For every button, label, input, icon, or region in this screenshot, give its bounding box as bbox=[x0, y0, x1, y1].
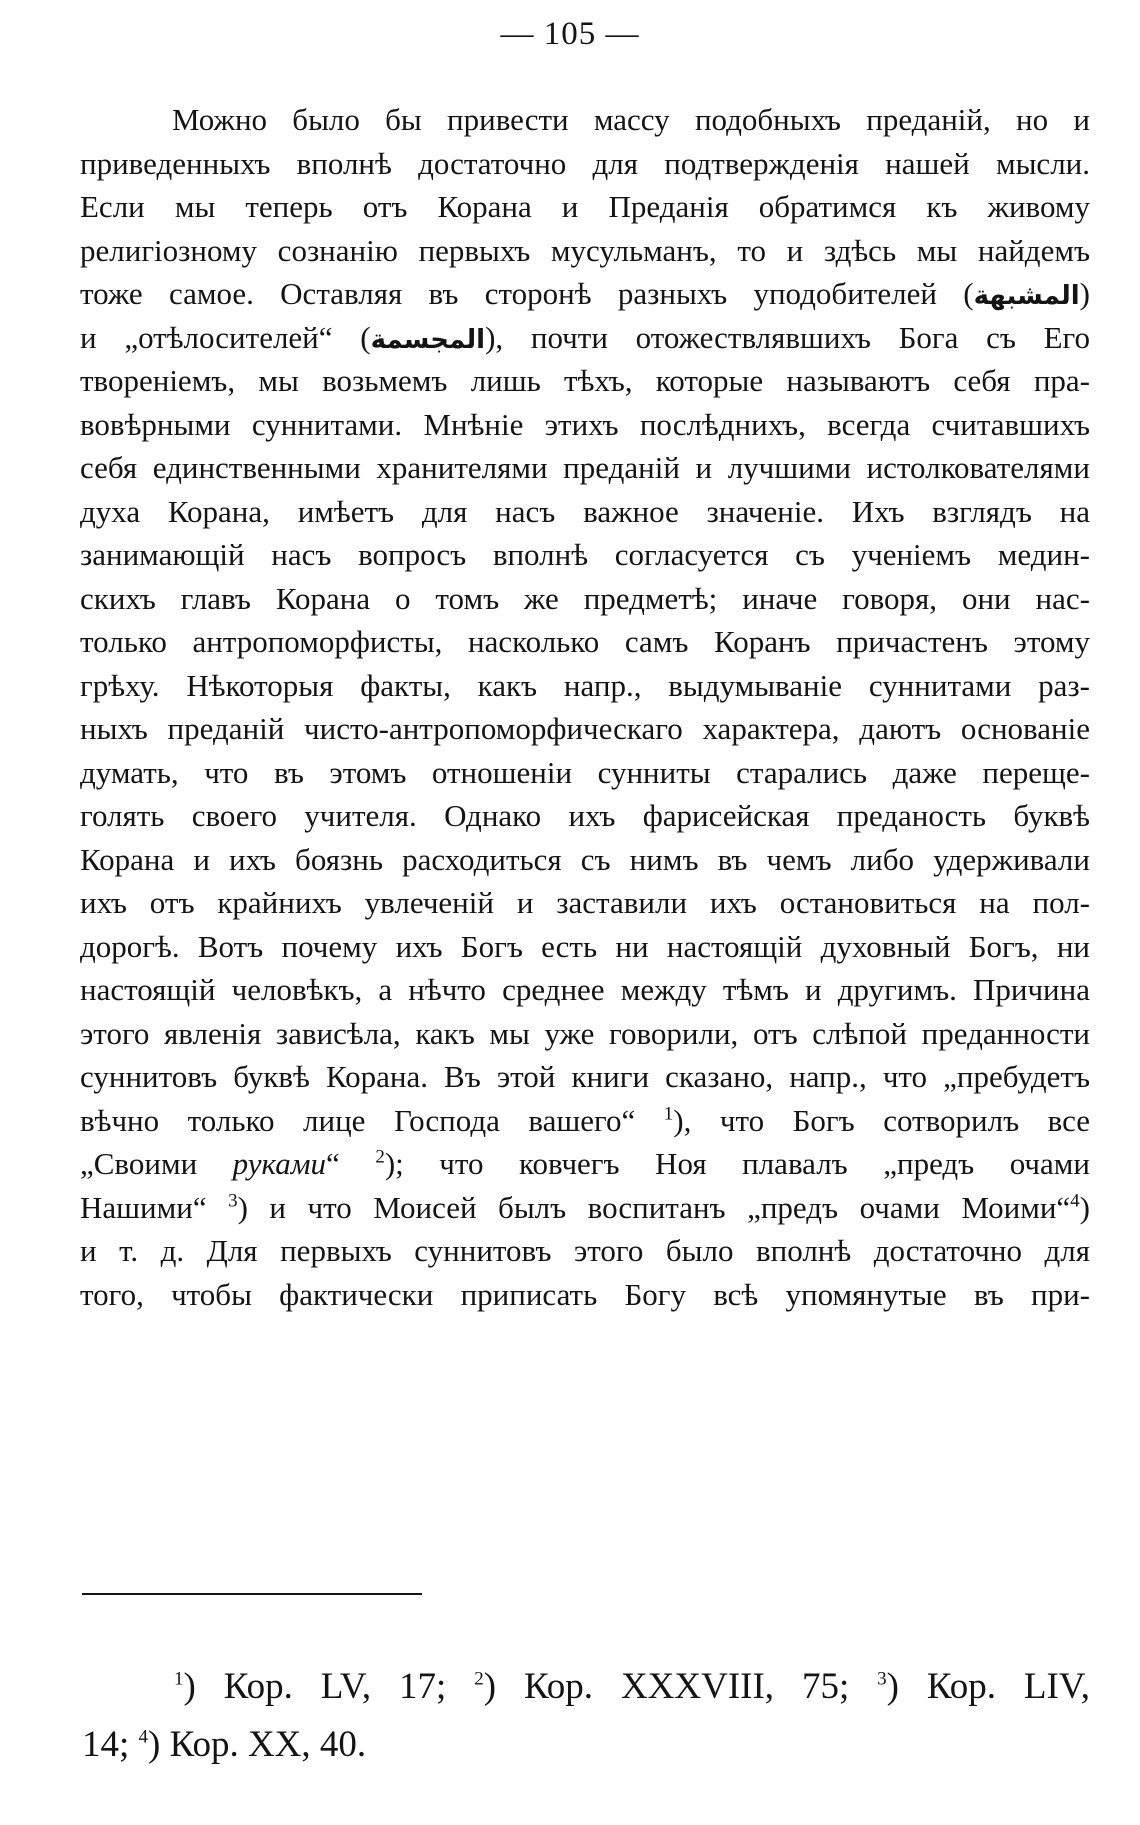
text-line: того, чтобы фактически приписать Богу всѣ упомянутые въ при- bbox=[80, 1276, 1090, 1312]
text-line: суннитовъ буквѣ Корана. Въ этой книги сказано, напр., что „пребудетъ bbox=[80, 1059, 1090, 1094]
text-line: Корана и ихъ боязнь расходиться съ нимъ въ чемъ либо удерживали bbox=[80, 841, 1090, 877]
text-line: дорогѣ. Вотъ почему ихъ Богъ есть ни настоящій духовный Богъ, ни bbox=[80, 928, 1090, 964]
text-line bbox=[80, 1099, 1090, 1143]
text-line: думать, что въ этомъ отношеніи сунниты старались даже перещe- bbox=[80, 754, 1090, 790]
text-line: грѣху. Нѣкоторыя факты, какъ напр., выдумываніе суннитами раз- bbox=[80, 667, 1090, 703]
text-line bbox=[80, 272, 1090, 316]
text-line: голять своего учителя. Однако ихъ фарисейская преданость буквѣ bbox=[80, 798, 1090, 833]
text-fragment: “ bbox=[326, 1146, 376, 1181]
text-fragment: и „отѣлосителей“ ( bbox=[80, 319, 371, 355]
footnote-number: 3 bbox=[877, 1668, 887, 1690]
text-line: Можно было бы привести массу подобныхъ преданій, но и bbox=[172, 102, 1090, 137]
arabic-term-mujassima: المجسمة bbox=[370, 324, 486, 355]
text-fragment: „Своими bbox=[80, 1146, 233, 1181]
text-line bbox=[80, 316, 1090, 360]
footnote-number: 2 bbox=[474, 1668, 484, 1690]
text-line: себя единственными хранителями преданій и лучшими истолкователями bbox=[80, 450, 1090, 485]
text-fragment: ) bbox=[1079, 1189, 1090, 1225]
text-fragment: ) и что Моисей былъ воспитанъ „предъ очами Моими“ bbox=[237, 1189, 1071, 1225]
footnote-line bbox=[82, 1658, 1090, 1716]
footnote-text: ) Кор. LIV, bbox=[886, 1666, 1091, 1707]
footnote-text: 14; bbox=[82, 1724, 139, 1765]
page-number: — 105 — bbox=[500, 16, 640, 52]
footnote-ref: 4 bbox=[1070, 1190, 1080, 1212]
footnote-text: ) Кор. XXXVIII, 75; bbox=[483, 1666, 878, 1707]
body-text bbox=[80, 98, 1090, 1316]
footnote-text: ) Кор. LV, 17; bbox=[183, 1666, 475, 1707]
text-line: духа Корана, имѣетъ для насъ важное значеніе. Ихъ взглядъ на bbox=[80, 493, 1090, 529]
text-fragment: вѣчно только лице Господа вашего“ bbox=[80, 1102, 664, 1138]
footnote-number: 1 bbox=[174, 1668, 184, 1690]
text-line: твореніемъ, мы возьмемъ лишь тѣхъ, которые называютъ себя пра- bbox=[80, 363, 1090, 398]
text-line: ихъ отъ крайнихъ увлеченій и заставили ихъ остановиться на пол- bbox=[80, 885, 1090, 920]
text-line: вовѣрными суннитами. Мнѣніе этихъ послѣднихъ, всегда считавшихъ bbox=[80, 406, 1090, 442]
text-fragment: Нашими“ bbox=[80, 1189, 229, 1225]
text-line: религіозному сознанію первыхъ мусульманъ, то и здѣсь мы найдемъ bbox=[80, 232, 1090, 268]
text-fragment: ) bbox=[1079, 276, 1090, 311]
text-line: только антропоморфисты, насколько самъ Коранъ причастенъ этому bbox=[80, 624, 1090, 659]
text-line: ныхъ преданій чисто-антропоморфическаго характера, даютъ основаніе bbox=[80, 711, 1090, 746]
footnotes bbox=[82, 1658, 1090, 1774]
footnote-number: 4 bbox=[138, 1726, 149, 1748]
footnote-line bbox=[82, 1716, 1090, 1774]
text-line: занимающій насъ вопросъ вполнѣ согласуется съ ученіемъ медин- bbox=[80, 537, 1090, 572]
text-line: скихъ главъ Корана о томъ же предметѣ; иначе говоря, они нас- bbox=[80, 580, 1090, 616]
text-fragment: ), что Богъ сотворилъ все bbox=[673, 1102, 1090, 1138]
text-line bbox=[80, 1186, 1090, 1230]
text-fragment: ); что ковчегъ Ноя плавалъ „предъ очами bbox=[384, 1146, 1090, 1181]
footnote-ref: 1 bbox=[663, 1103, 674, 1125]
emphasis-text: рукамu bbox=[232, 1146, 327, 1181]
arabic-term-mushabbiha: المشبهة bbox=[973, 281, 1080, 311]
text-line: Если мы теперь отъ Корана и Преданія обратимся къ живому bbox=[80, 189, 1090, 224]
text-line: и т. д. Для первыхъ суннитовъ этого было вполнѣ достаточно для bbox=[80, 1233, 1090, 1268]
text-line: настоящій человѣкъ, а нѣчто среднее между тѣмъ и другимъ. Причина bbox=[80, 972, 1090, 1007]
text-line: приведенныхъ вполнѣ достаточно для подтвержденія нашей мысли. bbox=[80, 145, 1090, 181]
footnote-text: ) Кор. XX, 40. bbox=[148, 1724, 367, 1765]
text-fragment: ), почти отожествлявшихъ Бога съ Его bbox=[485, 319, 1090, 355]
footnote-divider bbox=[82, 1593, 422, 1595]
text-fragment: тоже самое. Оставляя въ сторонѣ разныхъ уподобителей ( bbox=[80, 276, 974, 311]
footnote-ref: 2 bbox=[375, 1146, 385, 1168]
text-line bbox=[80, 1142, 1090, 1186]
text-line: этого явленія зависѣла, какъ мы уже говорили, отъ слѣпой преданности bbox=[80, 1015, 1090, 1051]
footnote-ref: 3 bbox=[228, 1190, 238, 1212]
